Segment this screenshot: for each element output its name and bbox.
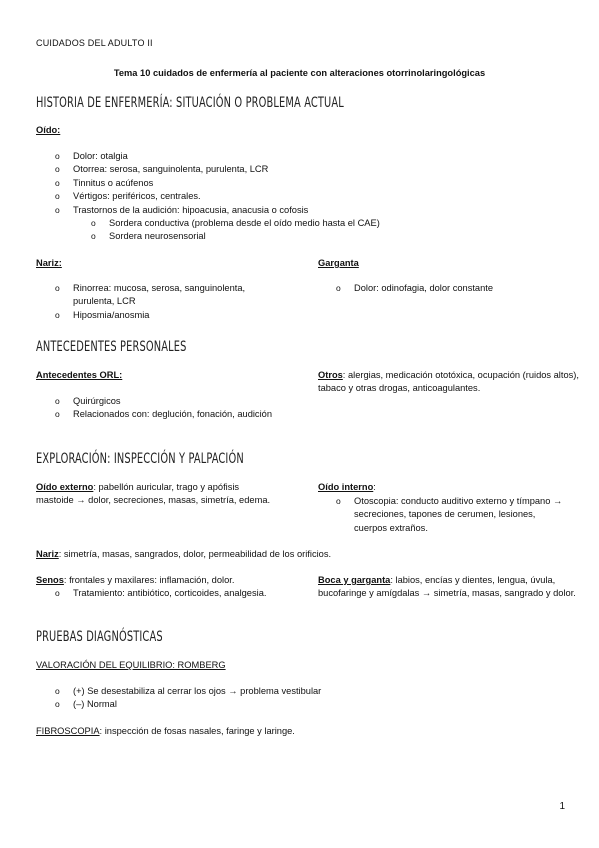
- oido-externo-text: : pabellón auricular, trago y apófisis mastoide → dolor, secreciones, masas, simetría, edema.: [36, 482, 271, 506]
- list-item: o (+) Se desestabiliza al cerrar los ojos → problema vestibular: [55, 685, 555, 698]
- senos-list: [55, 587, 295, 600]
- nariz-label: Nariz: [36, 549, 59, 559]
- document-title: Tema 10 cuidados de enfermería al paciente con alteraciones otorrinolaringológicas: [113, 68, 486, 78]
- list-item: o Otorrea: serosa, sanguinolenta, purulenta, LCR: [55, 163, 575, 176]
- nariz-list: [55, 282, 270, 322]
- otros-paragraph: [318, 369, 580, 396]
- oido-externo-paragraph: [36, 481, 276, 508]
- list-item: o Hiposmia/anosmia: [55, 309, 270, 322]
- senos-text: : frontales y maxilares: inflamación, dolor.: [63, 575, 235, 585]
- list-item: o (–) Normal: [55, 698, 555, 711]
- nariz-text: : simetría, masas, sangrados, dolor, permeabilidad de los orificios.: [58, 549, 332, 559]
- section-heading-pruebas: PRUEBAS DIAGNÓSTICAS: [36, 629, 163, 645]
- list-item: o Tratamiento: antibiótico, corticoides, analgesia.: [55, 587, 295, 600]
- list-item: o Rinorrea: mucosa, serosa, sanguinolenta, purulenta, LCR: [55, 282, 270, 309]
- oido-sublist: [91, 217, 571, 244]
- oido-interno-text: :: [373, 482, 376, 492]
- document-header: CUIDADOS DEL ADULTO II: [36, 38, 153, 48]
- otros-text: : alergias, medicación ototóxica, ocupación (ruidos altos), tabaco y otras drogas, anticoagulantes.: [318, 370, 579, 394]
- page-number: 1: [559, 801, 565, 812]
- list-item: o Dolor: otalgia: [55, 150, 575, 163]
- list-item: o Trastornos de la audición: hipoacusia, anacusia o cofosis: [55, 204, 575, 217]
- oido-label: Oído:: [36, 125, 61, 135]
- list-item: o Sordera conductiva (problema desde el oído medio hasta el CAE): [91, 217, 571, 230]
- section-heading-antecedentes: ANTECEDENTES PERSONALES: [36, 339, 187, 355]
- list-item: o Otoscopia: conducto auditivo externo y tímpano → secreciones, tapones de cerumen, lesiones, cuerpos extraños.: [336, 495, 566, 535]
- nariz-label: Nariz:: [36, 258, 62, 268]
- garganta-label: Garganta: [318, 258, 359, 268]
- senos-label: Senos: [36, 575, 64, 585]
- section-heading-historia: HISTORIA DE ENFERMERÍA: SITUACIÓN O PROBLEMA ACTUAL: [36, 95, 344, 111]
- fibroscopia-label: FIBROSCOPIA: [36, 726, 100, 736]
- romberg-list: [55, 685, 555, 712]
- list-item: o Tinnitus o acúfenos: [55, 177, 575, 190]
- oido-list: [55, 150, 575, 217]
- oido-interno-list: [336, 495, 566, 535]
- boca-garganta-paragraph: [318, 574, 580, 601]
- list-item: o Dolor: odinofagia, dolor constante: [336, 282, 576, 295]
- otros-label: Otros: [318, 370, 343, 380]
- oido-externo-label: Oído externo: [36, 482, 94, 492]
- oido-interno-label: Oído interno: [318, 482, 374, 492]
- section-heading-exploracion: EXPLORACIÓN: INSPECCIÓN Y PALPACIÓN: [36, 451, 244, 467]
- list-item: o Sordera neurosensorial: [91, 230, 571, 243]
- list-item: o Vértigos: periféricos, centrales.: [55, 190, 575, 203]
- romberg-label: VALORACIÓN DEL EQUILIBRIO: ROMBERG: [36, 660, 226, 670]
- antecedentes-orl-label: Antecedentes ORL:: [36, 370, 123, 380]
- list-item: o Quirúrgicos: [55, 395, 285, 408]
- fibroscopia-text: : inspección de fosas nasales, faringe y laringe.: [99, 726, 295, 736]
- oido-interno-paragraph: [318, 481, 376, 494]
- garganta-list: [336, 282, 576, 295]
- nariz-paragraph: [36, 548, 576, 561]
- list-item: o Relacionados con: deglución, fonación, audición: [55, 408, 285, 421]
- boca-garganta-label: Boca y garganta: [318, 575, 391, 585]
- fibroscopia-paragraph: [36, 725, 576, 738]
- senos-paragraph: [36, 574, 306, 587]
- antecedentes-orl-list: [55, 395, 285, 422]
- boca-garganta-text: : labios, encías y dientes, lengua, úvula, bucofaringe y amígdalas → simetría, masas, sangrado y dolor.: [318, 575, 576, 599]
